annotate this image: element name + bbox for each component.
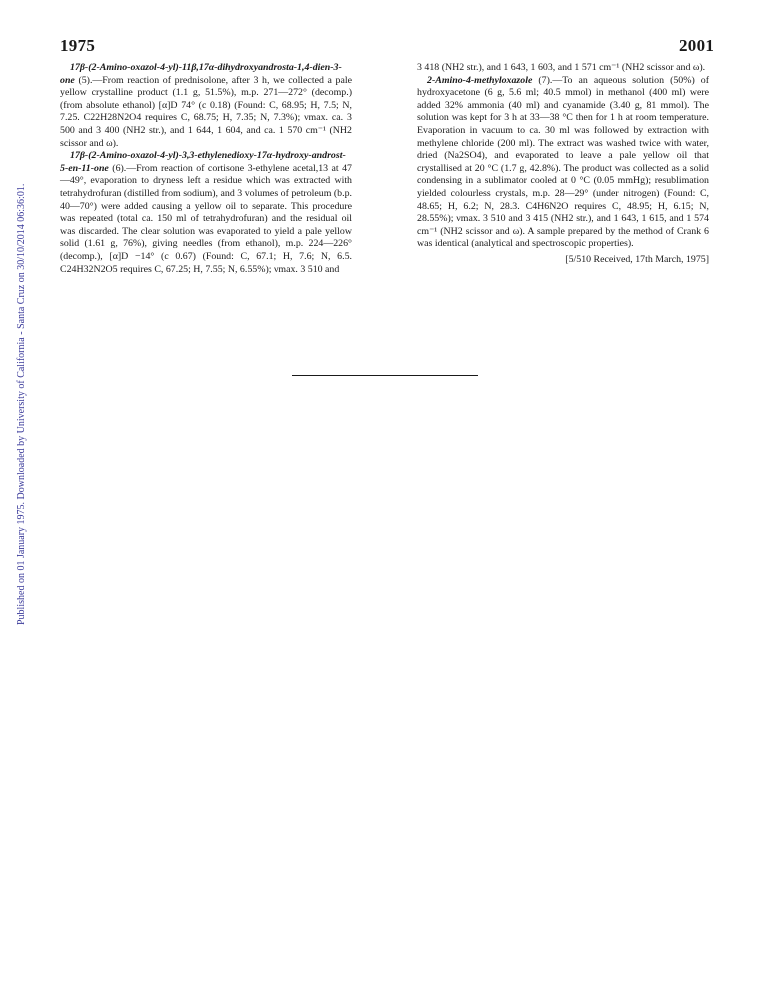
- compound-5-title: 17β-(2-Amino-oxazol-4-yl)-11β,17α-dihydroxyandrosta-1,4-dien-3-one: [60, 62, 342, 86]
- end-rule: [292, 375, 478, 376]
- right-column: [417, 62, 709, 267]
- compound-5-text: (5).—From reaction of prednisolone, after 3 h, we collected a pale yellow crystalline product (1.1 g, 51.5%), m.p. 271—272° (decomp.) (from absolute ethanol) [α]D 74° (c 0.18) (Found: C, 68.95; H, 7.5; N, 7.25. C22H28N2O4 requires C, 68.75; H, 7.35; N, 7.3%); νmax. ca. 3 500 and 3 400 (NH2 str.), and 1 644, 1 604, and ca. 1 570 cm⁻¹ (NH2 scissor and ω).: [60, 74, 352, 149]
- compound-7-text: (7).—To an aqueous solution (50%) of hydroxyacetone (6 g, 5.6 ml; 40.5 mmol) in methanol (400 ml) were added 32% ammonia (40 ml) and cyanamide (3.40 g, 81 mmol). The solution was kept for 3 h at 33—38 °C then for 1 h at room temperature. Evaporation in vacuum to ca. 30 ml was followed by extraction with methylene chloride (200 ml). The extract was washed twice with water, dried (Na2SO4), and evaporated to leave a pale yellow oil that crystallised at 20 °C (1.7 g, 42.8%). The product was collected as a solid condensing in a sublimator cooled at 0 °C (0.05 mmHg); resublimation yielded colourless crystals, m.p. 28—29° (under nitrogen) (Found: C, 48.65; H, 6.2; N, 28.3. C4H6N2O requires C, 48.95; H, 6.15; N, 28.55%); νmax. 3 510 and 3 415 (NH2 str.), and 1 643, 1 615, and 1 574 cm⁻¹ (NH2 scissor and ω). A sample prepared by the method of Crank 6 was identical (analytical and spectroscopic properties).: [417, 74, 709, 250]
- paragraph-compound-7: [417, 75, 709, 251]
- left-column: [60, 62, 352, 276]
- paragraph-compound-5: [60, 62, 352, 150]
- paragraph-compound-6: [60, 150, 352, 276]
- page-number: 2001: [679, 36, 715, 55]
- page-year: 1975: [60, 36, 96, 55]
- continuation-text: 3 418 (NH2 str.), and 1 643, 1 603, and 1 571 cm⁻¹ (NH2 scissor and ω).: [417, 62, 706, 73]
- side-publication-note: [0, 0, 27, 1008]
- paragraph-continuation: [417, 62, 709, 75]
- compound-6-title: 17β-(2-Amino-oxazol-4-yl)-3,3-ethylenedioxy-17α-hydroxy-androst-5-en-11-one: [60, 150, 346, 174]
- compound-6-text: (6).—From reaction of cortisone 3-ethylene acetal,13 at 47—49°, evaporation to dryness left a residue which was extracted with tetrahydrofuran (distilled from sodium), and 3 volumes of petroleum (b.p. 40—70°) were added causing a yellow oil to separate. This procedure was repeated (total ca. 150 ml of tetrahydrofuran) and the residual oil was discarded. The clear solution was evaporated to yield a pale yellow solid (1.61 g, 76%), giving needles (from ethanol), m.p. 224—226° (decomp.), [α]D −14° (c 0.67) (Found: C, 67.1; H, 7.6; N, 6.5. C24H32N2O5 requires C, 67.25; H, 7.55; N, 6.55%); νmax. 3 510 and: [60, 162, 352, 275]
- compound-7-title: 2-Amino-4-methyloxazole: [427, 74, 533, 86]
- received-note: [5/510 Received, 17th March, 1975]: [565, 253, 709, 265]
- side-note-text: Published on 01 January 1975. Downloaded by University of California - Santa Cruz on 30/10/2014 06:36:01.: [16, 183, 27, 625]
